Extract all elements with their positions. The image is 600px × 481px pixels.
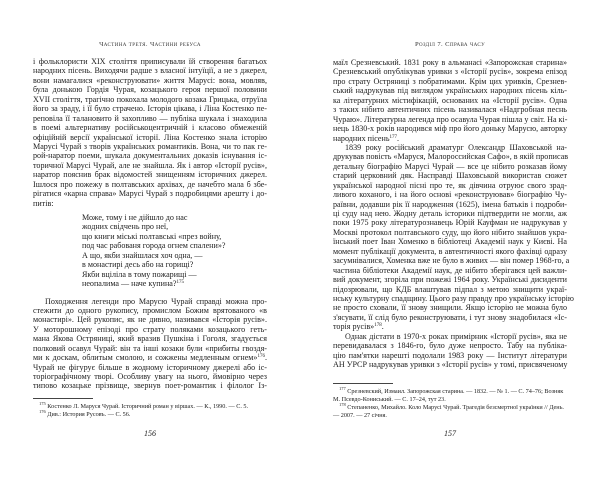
text-line: в поемі альтернативу російськоцентричній і класово обмеженій xyxy=(33,123,267,133)
text-line: частина бібліотеки Академії наук, де нібито зберігався цей важли- xyxy=(333,265,567,275)
footnote-number: 177 xyxy=(339,386,346,391)
poem-quote xyxy=(82,213,267,289)
page-number: 156 xyxy=(144,429,156,438)
footnote xyxy=(33,411,267,419)
text-line: типово козацьке прізвище, звернув поет-романтик і філолог Із- xyxy=(33,381,267,391)
text-line: української народної пісні про те, як дівчина отруює свого зрад- xyxy=(333,180,567,190)
text-line: народних пісень. Виходячи радше з власної інтуїції, а не з джерел, xyxy=(33,66,267,76)
footnote-text: Срезневский, Измаил. Запорожская старина. — 1832. — № 1. — С. 74–76; Возняк М. Псевдо-Кониський. — С. 17–24, тут 23. xyxy=(333,388,564,403)
text-line: друкував повість «Маруся, Малороссийская Сафо», в якій прописав xyxy=(333,152,569,162)
text-line: перевидавалася з 1846-го, було дуже непросто. Табу на публіка- xyxy=(333,341,567,351)
text-line: підозрювали, що КДБ влаштував підпал з метою знищити украї- xyxy=(333,284,567,294)
text-line: Срезневський опублікував уривки з «Історії русів», зокрема епізод xyxy=(333,67,567,77)
text-line: детальну біографію Марусі Чурай — все це нібито розказав йому xyxy=(333,161,567,171)
footnote-text: Степаненко, Михайло. Коло Марусі Чурай. Трагедія безсмертної українки // День. — 2007. — 27 січня. xyxy=(333,404,564,419)
footnote xyxy=(33,403,267,411)
line-tail: . xyxy=(397,133,400,143)
paragraph xyxy=(33,297,267,391)
text-line: момент публікації документа, в автентичності якого фахівці одразу xyxy=(333,246,567,256)
line-tail: . xyxy=(381,322,384,332)
text-line: вий документ, згоріла при пожежі 1964 року. Українські дисиденти xyxy=(333,275,567,285)
text-line: раївни, додавши рік її народження (1625), імена батьків і подроби- xyxy=(333,199,567,209)
text-line: монастирі». Цей рукопис, як не дивно, називався «Історія русів». xyxy=(33,315,267,325)
footnote-number: 176 xyxy=(39,409,46,414)
footnote xyxy=(333,404,567,420)
text-line xyxy=(333,322,567,331)
text-line: Однак дістати в 1970-х роках примірник «Історії русів», яка не xyxy=(345,331,567,341)
text-line xyxy=(82,279,267,288)
footnote-divider xyxy=(333,383,393,384)
text-line: ці суду над нею. Жодну деталь історики підтвердити не могли, аж xyxy=(333,209,567,218)
text-line: з таких нібито автентичних пісень називалася «Надгробная песнь xyxy=(333,105,567,115)
text-line: ливого коханого, і на його основі «реконструював» біографію Чу- xyxy=(333,190,567,200)
text-line: Ішлося про пожежу в полтавських архівах, де начебто мала б збе- xyxy=(33,179,267,189)
text-line: нську культурну спадщину. Цього разу правду про українську історію xyxy=(333,293,574,303)
text-line: і фольклористи XIX століття приписували їй створення багатьох xyxy=(33,57,267,66)
paragraph xyxy=(33,57,267,208)
text-line: реповіла її талановито й захопливо — публіка шукала і знаходила xyxy=(33,113,267,123)
footnote-ref: 175 xyxy=(176,280,184,286)
text-line: що книги міські полтавські «през войну, xyxy=(82,231,222,241)
footnotes xyxy=(33,398,267,419)
text-line: Чураю». Літературна легенда про осавула Чурая пішла у світ. На кі- xyxy=(333,114,568,124)
paragraph xyxy=(333,58,567,143)
text-line: 1839 року російський драматург Олександр Шаховськой на- xyxy=(345,142,567,152)
text-line: ський надрукував під виглядом українських народних пісень кіль- xyxy=(333,86,567,96)
footnote xyxy=(333,388,567,404)
text-line: рой-наратор поеми, шукала документальних доказів існування іс- xyxy=(33,151,267,161)
text-line: цію пам'ятки нарешті подолали 1983 року — Інститут літератури xyxy=(333,350,567,360)
text-line: Може, тому і не дійшло до нас xyxy=(82,213,188,222)
text-line: з'ясувати, її слід було реконструювати, і тут знову знадобилася «Іс- xyxy=(333,312,567,322)
line-text: неопалима — наче купина? xyxy=(82,279,177,289)
text-line xyxy=(33,353,267,362)
body-text xyxy=(333,58,574,369)
body-text xyxy=(33,57,267,391)
text-line: жодних свідчень про неї, xyxy=(82,222,169,232)
text-line: про страту Остряниці з побратимами. Крім цих уривків, Срезнев- xyxy=(333,76,567,86)
line-text: ми к доскам, облитым смолою, и сожжены медленным огнем» xyxy=(33,353,258,363)
text-line: поки 1975 року літературознавець Юрій Кауфман не надрукував у xyxy=(333,218,567,228)
running-head: Розділ 7. Справа часу xyxy=(414,41,486,48)
text-line: Якби вціліла в тому пожарищі — xyxy=(82,269,197,279)
text-line: рігатися «карна справа» Марусі Чурай з подробицями арешту і до- xyxy=(33,189,267,199)
text-line: стежити до одного рукопису, промислом Божим врятованого «в xyxy=(33,305,267,315)
text-line: старий церковний дяк. Насправді Шаховськой використав сюжет xyxy=(333,171,567,181)
paragraph xyxy=(333,142,574,332)
footnotes xyxy=(333,383,567,420)
text-line: под час рабованя города огнем спалени»? xyxy=(82,241,226,251)
text-line: Москві протокол полтавського суду, що його нібито знайшов укра- xyxy=(333,227,567,237)
right-page xyxy=(300,0,600,481)
text-line: не просто сховали, її знову знищили. Якщо історію не можна було xyxy=(333,303,567,313)
footnote-number: 178 xyxy=(339,402,346,407)
page-number: 157 xyxy=(444,429,456,438)
text-line: У моторошному епізоді про страту поляками козацького геть- xyxy=(33,324,267,334)
text-line: мана Якова Остряниці, який вразив Пушкіна і Гоголя, згадується xyxy=(33,334,267,344)
text-line xyxy=(333,134,567,143)
text-line: засумнівалися, Хоменка вже не було в живих — він помер 1968-го, а xyxy=(333,256,570,266)
text-line: Походження легенди про Марусю Чурай справді можна про- xyxy=(45,296,267,306)
footnote-text: Костенко Л. Маруся Чурай. Історичний роман у віршах. — К., 1990. — С. 5. xyxy=(47,403,249,410)
text-line: Марусі Чурай з творів українських романтиків. Вона, чи то пак ге- xyxy=(33,141,267,151)
footnote-ref: 177 xyxy=(389,134,398,140)
footnote-number: 175 xyxy=(39,401,46,406)
text-line: А що, якби знайшлася хоч одна, — xyxy=(82,250,203,260)
line-text: торія русів» xyxy=(333,322,375,332)
text-line: АН УРСР надрукував уривки з «Історії русів» у томі, присвяченому xyxy=(333,360,568,369)
footnote-ref: 176 xyxy=(257,354,265,360)
footnote-text: Див.: История Русовъ. — С. 56. xyxy=(47,411,131,418)
running-head: Частина третя. Частини ребуса xyxy=(99,41,201,48)
text-line: його за зраду, і її було страчено. Історія цікава, і Ліна Костенко пе- xyxy=(33,104,267,114)
text-line: нець 1830-х років народився міф про його доньку Марусю, авторку xyxy=(333,124,567,134)
text-line: торіографічному творі. Особливу увагу на нього, ймовірно через xyxy=(33,372,267,381)
footnote-ref: 178 xyxy=(374,323,382,329)
text-line: наратор пояснив брак відомостей знищенням історичних джерел. xyxy=(33,170,267,180)
text-line: їнський поет Іван Хоменко в бібліотеці Академії наук у Києві. На xyxy=(333,237,567,247)
text-line: в монастирі десь або на горищі? xyxy=(82,260,194,270)
text-line: була донькою Гордія Чурая, козацького героя першої половини xyxy=(33,85,267,95)
text-line: офіційній версії української історії. Ліна Костенко знала історію xyxy=(33,132,267,142)
text-line: вони намагалися «реконструювати» життя Марусі: вона, мовляв, xyxy=(33,75,267,85)
text-line: полковий осавул Чурай: він та інші козаки були «прибиты гвоздя- xyxy=(33,343,267,353)
text-line: Чурай не фігурує більше в жодному історичному джерелі або іс- xyxy=(33,362,267,372)
text-line: XVII століття, трагічно покохала молодого козака Грицька, отруїла xyxy=(33,94,267,104)
text-line: питів: xyxy=(33,198,54,208)
paragraph xyxy=(333,332,567,370)
text-line: маїл Срезневський. 1831 року в альманасі «Запорожская старина» xyxy=(333,58,567,67)
text-line: торичної Марусі Чурай, але не знайшла. Як і автор «Історії русів», xyxy=(33,160,267,170)
line-text: народних пісень xyxy=(333,133,390,143)
line-tail: . xyxy=(264,353,267,363)
footnote-divider xyxy=(33,398,93,399)
text-line: ка літературних містифікацій, основаних на «Історії русів». Одна xyxy=(333,95,567,105)
